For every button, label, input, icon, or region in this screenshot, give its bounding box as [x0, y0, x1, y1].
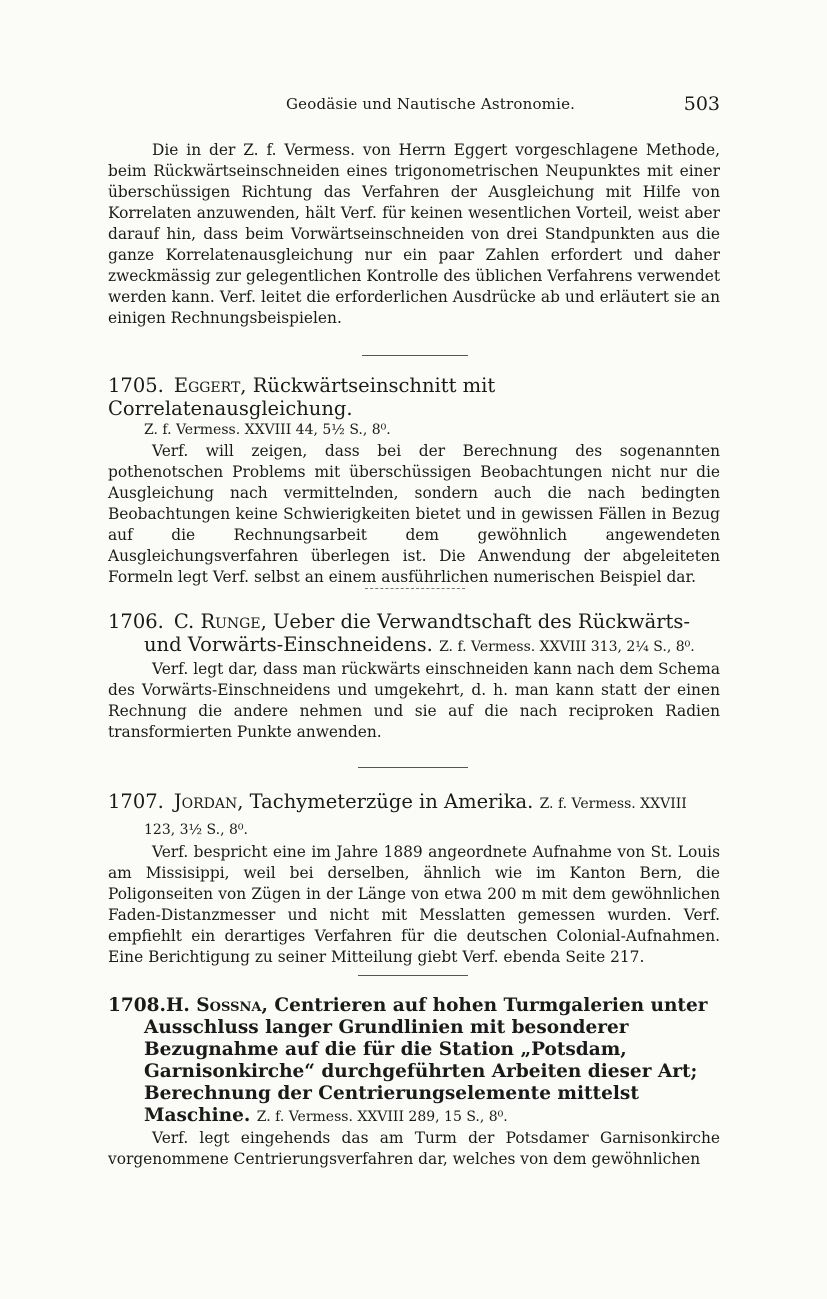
entry-title: Centrieren auf hohen Turmgalerien unter Ausschluss langer Grundlinien mit besonderer Bezugnahme auf die für die Station „Potsdam, Garnisonkirche“ durchgeführten Arbeiten dieser Art; Berechnung der Centrierungselemente mittelst Maschine.: [144, 995, 708, 1126]
entry-heading: 1707. Jordan, Tachymeterzüge in Amerika. Z. f. Vermess. XXVIII 123, 3½ S., 8⁰.: [108, 790, 687, 838]
separator-rule: [358, 767, 468, 768]
entry-author: Jordan: [173, 790, 238, 813]
entry-author: C. Runge: [173, 610, 261, 633]
entry-reference: Z. f. Vermess. XXVIII 313, 2¼ S., 8⁰.: [439, 639, 695, 655]
entry-heading: 1705. Eggert, Rückwärtseinschnitt mit Correlatenausgleichung.: [108, 374, 496, 420]
entry-body: Verf. will zeigen, dass bei der Berechnung des sogenannten pothenotschen Problems mit überschüssigen Beobachtungen nicht nur die Ausgleichung nach vermittelnden, sondern auch die nach bedingten Beobachtungen keine Schwierigkeiten bietet und in gewissen Fällen in Bezug auf die Rechnungsarbeit dem gewöhnlich angewendeten Ausgleichungsverfahren überlegen ist. Die Anwendung der abgeleiteten Formeln legt Verf. selbst an einem ausführlichen numerischen Beispiel dar.: [108, 442, 720, 586]
entry-1706: [108, 610, 720, 743]
entry-1708: [108, 995, 720, 1170]
entry-1705: [108, 374, 720, 588]
intro-section: [108, 140, 720, 329]
entry-body: Verf. legt eingehends das am Turm der Potsdamer Garnisonkirche vorgenommene Centrierungsverfahren dar, welches von dem gewöhnlichen: [108, 1129, 720, 1168]
entry-title: Rückwärtseinschnitt mit Correlatenausgleichung.: [108, 374, 496, 420]
entry-reference: Z. f. Vermess. XXVIII 289, 15 S., 8⁰.: [256, 1109, 508, 1125]
entry-heading: 1706. C. Runge, Ueber die Verwandtschaft des Rückwärts- und Vorwärts-Einschneidens. Z. f. Vermess. XXVIII 313, 2¼ S., 8⁰.: [108, 610, 695, 656]
separator-rule: [358, 975, 468, 976]
intro-paragraph: Die in der Z. f. Vermess. von Herrn Eggert vorgeschlagene Methode, beim Rückwärtseinschneiden eines trigonometrischen Neupunktes mit einer überschüssigen Richtung das Verfahren der Ausgleichung mit Hilfe von Korrelaten anzuwenden, hält Verf. für keinen wesentlichen Vorteil, weist aber darauf hin, dass beim Vorwärtseinschneiden von drei Standpunkten aus die ganze Korrelatenausgleichung nur ein paar Zahlen erfordert und daher zweckmässig zur gelegentlichen Kontrolle des üblichen Verfahrens verwendet werden kann. Verf. leitet die erforderlichen Ausdrücke ab und erläutert sie an einigen Rechnungsbeispielen.: [108, 141, 720, 327]
separator-rule: [362, 355, 468, 356]
running-header: [108, 93, 720, 117]
entry-number: 1708.: [108, 995, 166, 1016]
entry-author: Eggert: [173, 374, 241, 397]
entry-body: Verf. legt dar, dass man rückwärts einschneiden kann nach dem Schema des Vorwärts-Einschneidens und umgekehrt, d. h. man kann statt der einen Rechnung die andere nehmen und sie auf die nach reciproken Radien transformierten Punkte anwenden.: [108, 660, 720, 741]
header-title: Geodäsie und Nautische Astronomie.: [286, 95, 576, 113]
entry-number: 1707.: [108, 790, 164, 813]
entry-title: Ueber die Verwandtschaft des Rückwärts- und Vorwärts-Einschneidens.: [144, 610, 690, 656]
entry-1707: [108, 790, 720, 968]
entry-reference: Z. f. Vermess. XXVIII 44, 5½ S., 8⁰.: [144, 422, 391, 438]
separator-rule: [365, 588, 465, 589]
entry-title: Tachymeterzüge in Amerika.: [249, 790, 534, 813]
entry-heading: 1708.H. Sossna, Centrieren auf hohen Turmgalerien unter Ausschluss langer Grundlinien mit besonderer Bezugnahme auf die für die Station „Potsdam, Garnisonkirche“ durchgeführten Arbeiten dieser Art; Berechnung der Centrierungselemente mittelst Maschine. Z. f. Vermess. XXVIII 289, 15 S., 8⁰.: [108, 995, 708, 1126]
entry-reference: Z. f. Vermess. XXVIII 123, 3½ S., 8⁰.: [144, 796, 687, 838]
entry-number: 1706.: [108, 610, 164, 633]
entry-body: Verf. bespricht eine im Jahre 1889 angeordnete Aufnahme von St. Louis am Missisippi, weil bei derselben, ähnlich wie im Kanton Bern, die Poligonseiten von Zügen in der Länge von etwa 200 m mit dem gewöhnlichen Faden-Distanzmesser und nicht mit Messlatten gemessen wurden. Verf. empfiehlt ein derartiges Verfahren für die deutschen Colonial-Aufnahmen. Eine Berichtigung zu seiner Mitteilung giebt Verf. ebenda Seite 217.: [108, 843, 720, 966]
entry-number: 1705.: [108, 374, 164, 397]
page-number: 503: [683, 93, 720, 115]
entry-author: H. Sossna: [165, 995, 262, 1016]
